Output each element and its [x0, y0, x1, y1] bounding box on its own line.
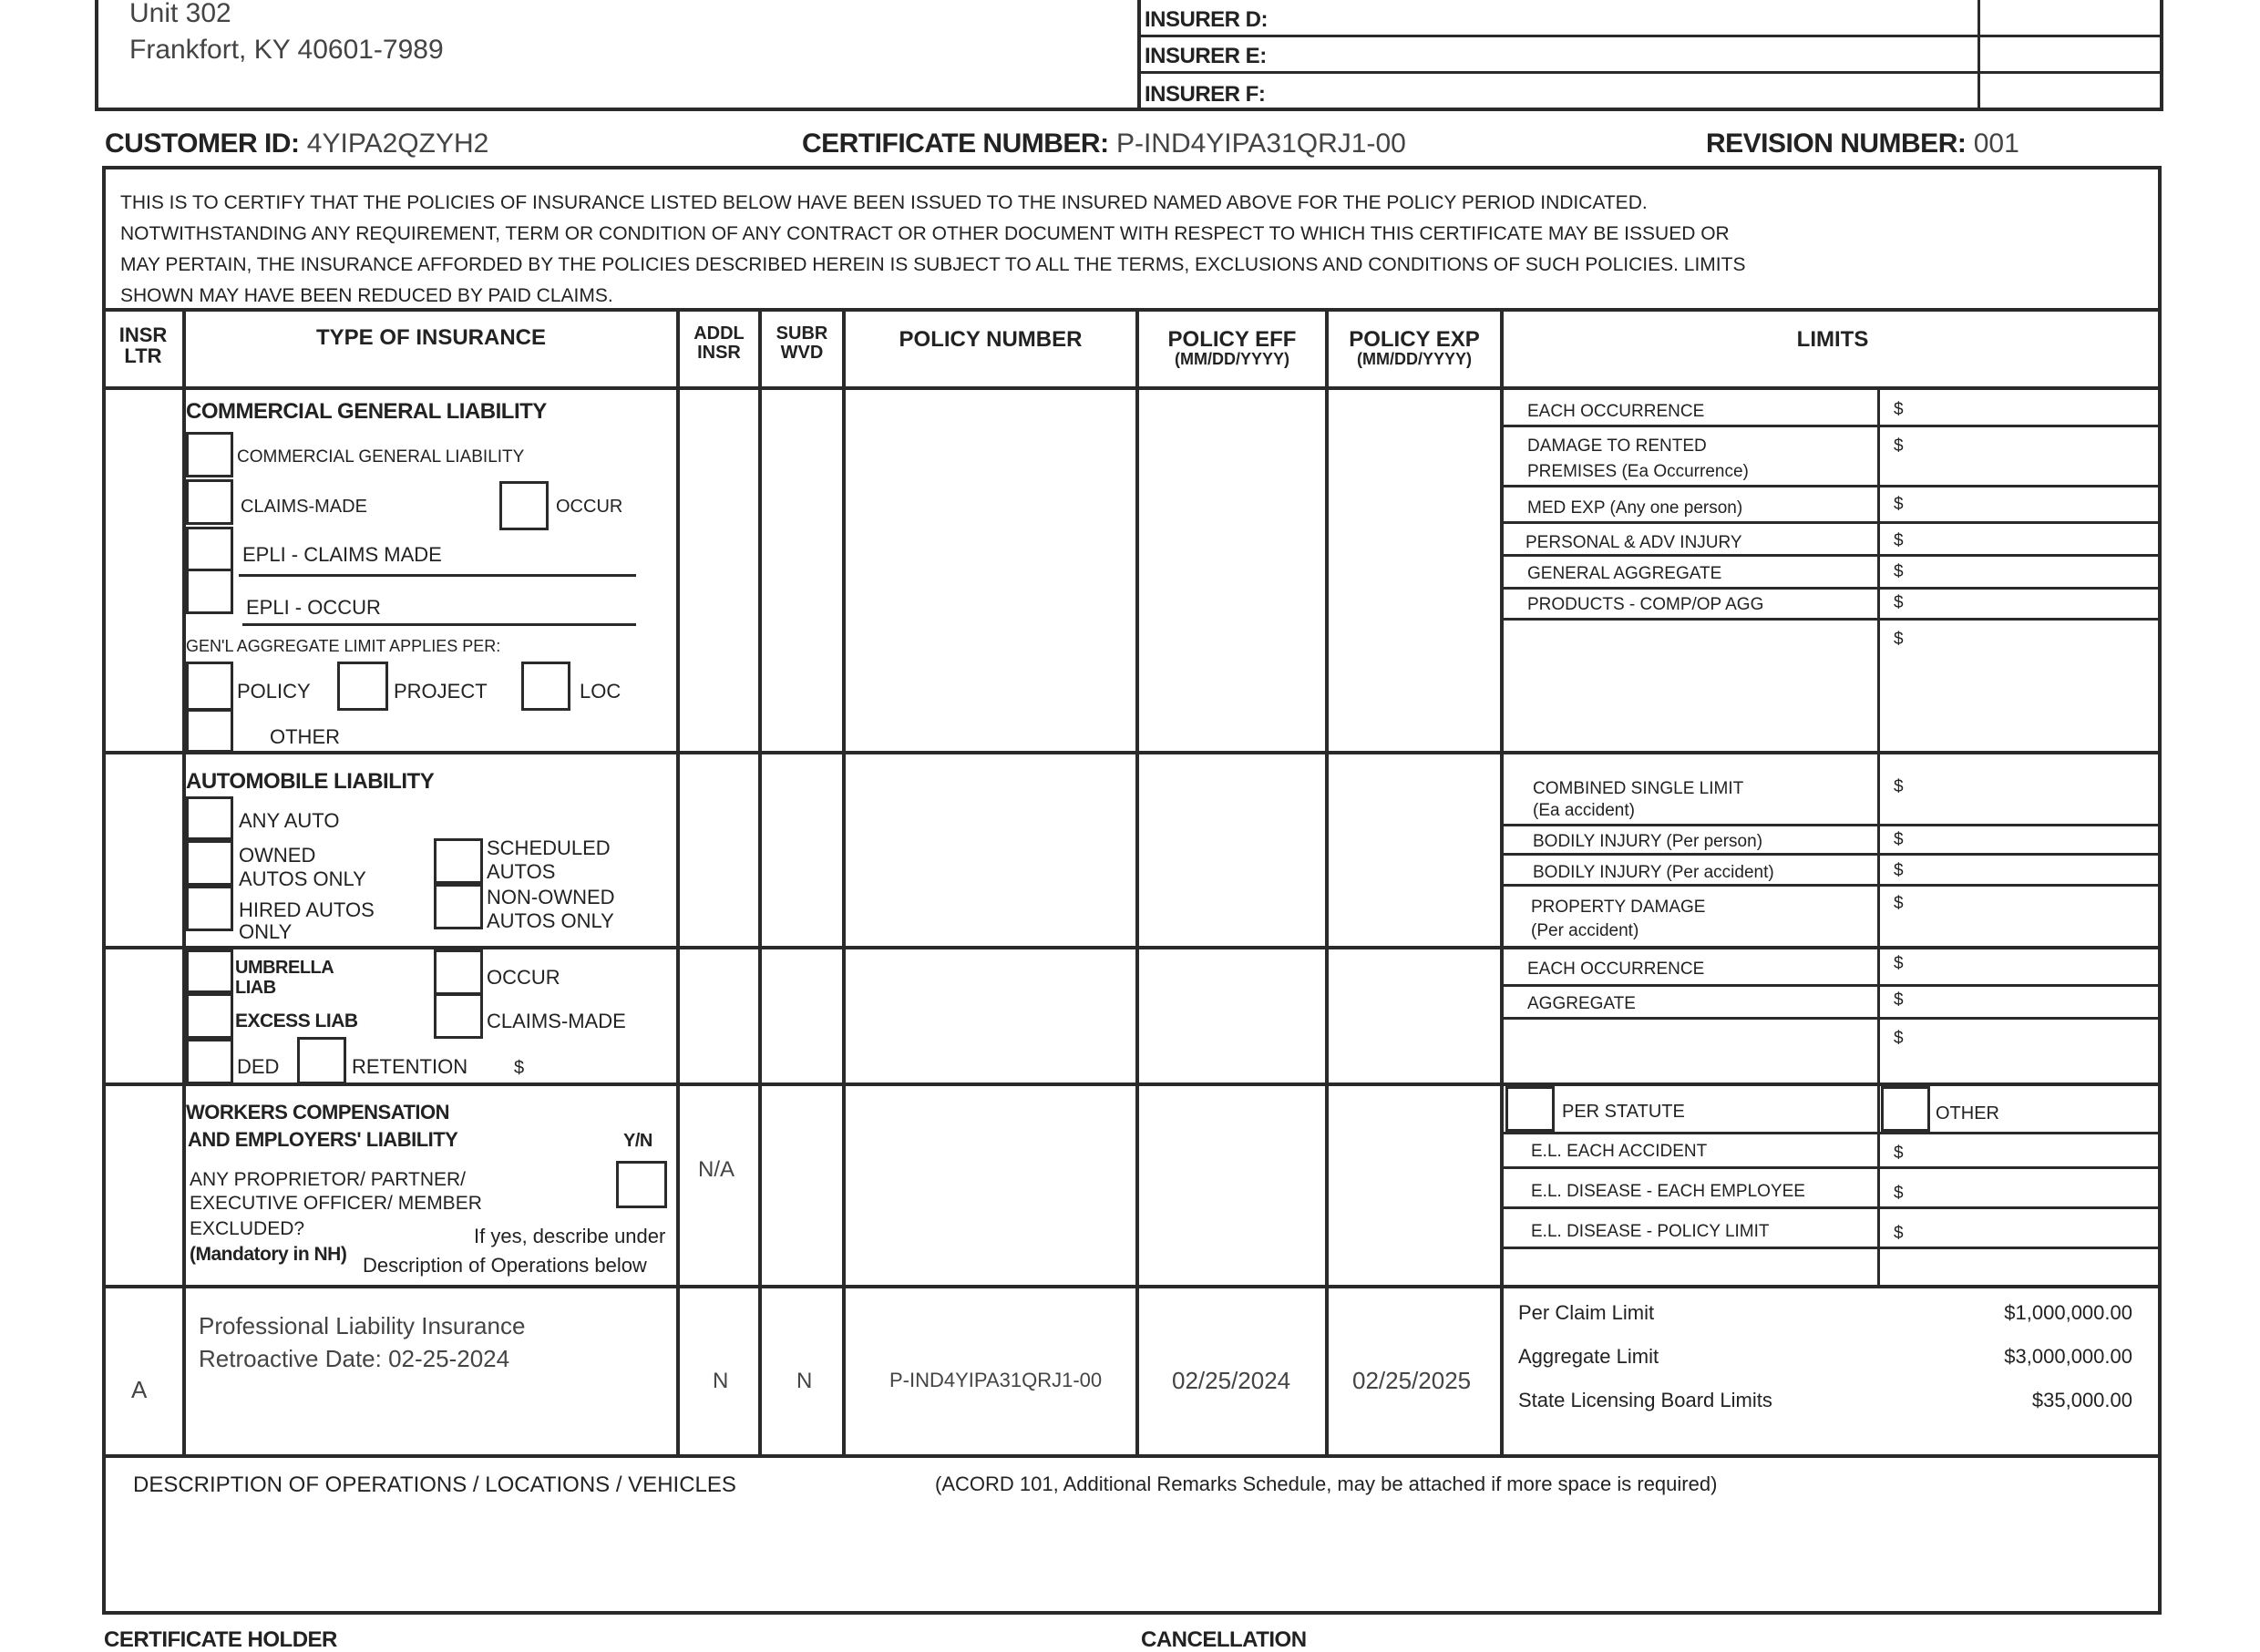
header-exp-line1: POLICY EXP [1349, 327, 1480, 352]
workers-other-label: OTHER [1936, 1103, 1999, 1124]
auto-limit-label: BODILY INJURY (Per accident) [1533, 863, 1774, 882]
professional-limit-label: State Licensing Board Limits [1518, 1389, 1772, 1411]
limit-rule [1504, 485, 2162, 487]
other-label: OTHER [270, 725, 340, 748]
hired-autos-label: HIRED AUTOS [239, 898, 375, 921]
hired-autos-checkbox[interactable] [186, 886, 233, 931]
header-policy-exp [1329, 328, 1500, 368]
workers-if-yes-line2: Description of Operations below [363, 1254, 647, 1277]
insurer-f-label: INSURER F: [1145, 82, 1266, 107]
limit-rule [1504, 1206, 2162, 1209]
col-rule [758, 308, 762, 1456]
header-eff-line1: POLICY EFF [1167, 327, 1297, 352]
owned-autos-checkbox[interactable] [186, 840, 233, 886]
rule-professional-bottom [102, 1454, 2162, 1458]
professional-policy-exp: 02/25/2025 [1352, 1367, 1472, 1394]
workers-limit-label: E.L. EACH ACCIDENT [1531, 1142, 1708, 1161]
description-area[interactable] [106, 1503, 2158, 1611]
limit-rule [1504, 1132, 2162, 1134]
header-subr-wvd [762, 324, 842, 363]
revision-number-label: REVISION NUMBER: [1706, 128, 1967, 159]
project-checkbox[interactable] [337, 662, 388, 711]
workers-limit-label: E.L. DISEASE - EACH EMPLOYEE [1531, 1182, 1805, 1201]
auto-limit-value: $ [1894, 861, 1904, 880]
cgl-limit-label: DAMAGE TO RENTED [1527, 436, 1707, 456]
header-subr-line2: WVD [780, 343, 824, 363]
insured-address-line1: Unit 302 [129, 0, 231, 28]
header-policy-eff [1139, 328, 1325, 368]
professional-limit-label: Aggregate Limit [1518, 1345, 1659, 1368]
cgl-title: COMMERCIAL GENERAL LIABILITY [186, 399, 547, 424]
header-addl-line2: INSR [697, 343, 741, 363]
workers-other-checkbox[interactable] [1881, 1086, 1930, 1132]
professional-limit-label: Per Claim Limit [1518, 1301, 1655, 1324]
non-owned-autos-label-line2: AUTOS ONLY [487, 909, 614, 932]
cgl-limit-label-line2: PREMISES (Ea Occurrence) [1527, 462, 1749, 481]
auto-limit-label: COMBINED SINGLE LIMIT [1533, 779, 1744, 798]
certificate-number-label: CERTIFICATE NUMBER: [802, 128, 1109, 159]
col-rule [676, 308, 680, 1456]
description-note: (ACORD 101, Additional Remarks Schedule, may be attached if more space is required) [935, 1472, 1718, 1495]
certify-line-1: THIS IS TO CERTIFY THAT THE POLICIES OF INSURANCE LISTED BELOW HAVE BEEN ISSUED TO THE INSURED NAMED ABOVE FOR THE POLICY PERIOD INDICATED. [120, 192, 1648, 213]
rule-cgl-bottom [102, 751, 2162, 754]
cgl-limit-label: EACH OCCURRENCE [1527, 402, 1705, 421]
limit-rule [1504, 1166, 2162, 1169]
auto-limit-label: PROPERTY DAMAGE [1531, 898, 1706, 917]
header-policy-number: POLICY NUMBER [899, 327, 1083, 352]
professional-subr-wvd: N [796, 1369, 813, 1393]
col-rule [1500, 308, 1504, 1456]
per-statute-checkbox[interactable] [1505, 1086, 1555, 1132]
cgl-limit-label: GENERAL AGGREGATE [1527, 564, 1722, 583]
auto-limit-value: $ [1894, 894, 1904, 913]
certificate-number [802, 130, 1406, 158]
auto-title: AUTOMOBILE LIABILITY [186, 769, 435, 794]
coverage-table [102, 166, 2162, 1615]
rule-header-bottom [102, 386, 2162, 390]
header-exp-line2: (MM/DD/YYYY) [1357, 350, 1472, 369]
umbrella-limit-label: EACH OCCURRENCE [1527, 959, 1705, 979]
ded-checkbox[interactable] [186, 1039, 233, 1084]
col-rule [1325, 308, 1329, 1456]
loc-label: LOC [580, 680, 622, 703]
umbrella-claims-made-checkbox[interactable] [434, 993, 483, 1039]
rule-header-top [102, 308, 2162, 312]
umbrella-limit-value: $ [1894, 954, 1904, 973]
cgl-limit-value: $ [1894, 531, 1904, 550]
epli-occur-underline [242, 623, 636, 626]
certify-line-3: MAY PERTAIN, THE INSURANCE AFFORDED BY THE POLICIES DESCRIBED HEREIN IS SUBJECT TO ALL THE TERMS, EXCLUSIONS AND CONDITIONS OF SUCH POLICIES. LIMITS [120, 254, 1746, 275]
policy-checkbox[interactable] [186, 662, 233, 711]
customer-id-label: CUSTOMER ID: [105, 128, 300, 159]
limit-rule [1504, 554, 2162, 557]
workers-addl-na: N/A [698, 1157, 735, 1182]
professional-type-line1: Professional Liability Insurance [199, 1312, 526, 1339]
cgl-limit-value: $ [1894, 400, 1904, 419]
workers-if-yes-line1: If yes, describe under [474, 1225, 666, 1247]
other-checkbox[interactable] [186, 709, 233, 753]
professional-addl-insr: N [713, 1369, 729, 1393]
retention-value: $ [514, 1058, 525, 1078]
revision-number-value: 001 [1973, 128, 2019, 159]
cgl-checkbox[interactable] [186, 432, 233, 477]
epli-claims-label: EPLI - CLAIMS MADE [242, 543, 442, 566]
umbrella-occur-label: OCCUR [487, 966, 560, 989]
customer-id [105, 130, 488, 158]
workers-title-line1: WORKERS COMPENSATION [186, 1101, 450, 1124]
retention-label: RETENTION [352, 1055, 468, 1078]
header-addl-insr [680, 324, 758, 363]
excess-liab-checkbox[interactable] [186, 993, 233, 1039]
any-auto-label: ANY AUTO [239, 809, 340, 832]
header-insr-ltr-line2: LTR [124, 344, 162, 368]
any-auto-checkbox[interactable] [186, 796, 233, 840]
workers-question-line2: EXECUTIVE OFFICER/ MEMBER [190, 1193, 482, 1214]
header-insr-ltr-line1: INSR [118, 323, 168, 346]
workers-limit-value: $ [1894, 1144, 1904, 1163]
certify-line-4: SHOWN MAY HAVE BEEN REDUCED BY PAID CLAIMS. [120, 285, 613, 306]
umbrella-limit-value: $ [1894, 990, 1904, 1010]
cancellation-heading: CANCELLATION [1141, 1627, 1307, 1652]
col-rule [1135, 308, 1139, 1456]
insurer-d-label: INSURER D: [1145, 7, 1269, 32]
insurer-rule [1141, 35, 2162, 37]
professional-type-line2: Retroactive Date: 02-25-2024 [199, 1345, 510, 1372]
cgl-limit-value: $ [1894, 436, 1904, 456]
workers-limit-value: $ [1894, 1184, 1904, 1203]
revision-number [1706, 130, 2019, 158]
limit-rule [1504, 618, 2162, 621]
workers-limit-label: E.L. DISEASE - POLICY LIMIT [1531, 1222, 1770, 1241]
certificate-number-value: P-IND4YIPA31QRJ1-00 [1115, 128, 1406, 159]
customer-id-value: 4YIPA2QZYH2 [306, 128, 489, 159]
auto-limit-label-line2: (Ea accident) [1533, 801, 1635, 820]
limit-rule [1504, 587, 2162, 590]
limit-rule [1504, 1017, 2162, 1020]
umbrella-liab-label-line2: LIAB [235, 978, 276, 998]
umbrella-limit-value: $ [1894, 1029, 1904, 1048]
policy-label: POLICY [237, 680, 311, 703]
limit-rule [1504, 521, 2162, 524]
rule-auto-bottom [102, 946, 2162, 949]
workers-title-line2: AND EMPLOYERS' LIABILITY [188, 1128, 458, 1151]
scheduled-autos-checkbox[interactable] [434, 838, 483, 884]
loc-checkbox[interactable] [521, 662, 570, 711]
header-type-of-insurance: TYPE OF INSURANCE [315, 325, 547, 350]
workers-excluded-checkbox[interactable] [616, 1161, 667, 1208]
limit-rule [1504, 425, 2162, 427]
professional-limit-value: $3,000,000.00 [2004, 1345, 2132, 1368]
workers-mandatory-nh: (Mandatory in NH) [190, 1244, 347, 1265]
certificate-holder-heading: CERTIFICATE HOLDER [104, 1627, 337, 1652]
umbrella-liab-label: UMBRELLA [235, 958, 334, 978]
auto-limit-label-line2: (Per accident) [1531, 921, 1639, 940]
limit-rule [1504, 1247, 2162, 1249]
insurer-e-label: INSURER E: [1145, 44, 1267, 68]
non-owned-autos-checkbox[interactable] [434, 884, 483, 929]
professional-policy-number: P-IND4YIPA31QRJ1-00 [889, 1369, 1103, 1391]
header-limits: LIMITS [1796, 327, 1869, 352]
epli-occur-checkbox[interactable] [186, 569, 233, 614]
professional-limit-value: $35,000.00 [2031, 1389, 2132, 1411]
cgl-limit-value: $ [1894, 562, 1904, 581]
cgl-limit-value: $ [1894, 495, 1904, 514]
cgl-limit-value: $ [1894, 593, 1904, 612]
limit-rule [1504, 984, 2162, 987]
cgl-limit-label: MED EXP (Any one person) [1527, 498, 1743, 518]
insurer-rule [1141, 71, 2162, 74]
limit-rule [1504, 853, 2162, 856]
auto-limit-label: BODILY INJURY (Per person) [1533, 832, 1763, 851]
rule-umbrella-bottom [102, 1083, 2162, 1086]
claims-made-label: CLAIMS-MADE [241, 497, 367, 517]
owned-autos-label: OWNED [239, 844, 316, 867]
professional-limit-value: $1,000,000.00 [2004, 1301, 2132, 1324]
ded-label: DED [237, 1055, 280, 1078]
umbrella-limit-label: AGGREGATE [1527, 994, 1636, 1013]
epli-claims-underline [239, 574, 636, 577]
retention-checkbox[interactable] [297, 1037, 346, 1084]
professional-policy-eff: 02/25/2024 [1172, 1367, 1291, 1394]
per-statute-label: PER STATUTE [1562, 1102, 1685, 1122]
occur-checkbox[interactable] [499, 481, 549, 530]
scheduled-autos-label: SCHEDULED [487, 836, 611, 859]
auto-limit-value: $ [1894, 830, 1904, 849]
workers-limit-value: $ [1894, 1224, 1904, 1243]
epli-occur-label: EPLI - OCCUR [246, 596, 381, 619]
cgl-limit-label: PERSONAL & ADV INJURY [1526, 533, 1742, 552]
insured-address-line2: Frankfort, KY 40601-7989 [129, 35, 444, 65]
certify-line-2: NOTWITHSTANDING ANY REQUIREMENT, TERM OR CONDITION OF ANY CONTRACT OR OTHER DOCUMENT WITH RESPECT TO WHICH THIS CERTIFICATE MAY BE ISSUED OR [120, 223, 1730, 244]
header-insr-ltr [104, 324, 182, 366]
cgl-limit-label: PRODUCTS - COMP/OP AGG [1527, 595, 1764, 614]
umbrella-liab-checkbox[interactable] [186, 949, 233, 993]
description-title: DESCRIPTION OF OPERATIONS / LOCATIONS / VEHICLES [133, 1472, 736, 1497]
col-rule [842, 308, 846, 1456]
project-label: PROJECT [394, 680, 488, 703]
hired-autos-label-line2: ONLY [239, 920, 293, 943]
cgl-option-label: COMMERCIAL GENERAL LIABILITY [237, 447, 525, 467]
excess-liab-label: EXCESS LIAB [235, 1011, 358, 1031]
agg-applies-label: GEN'L AGGREGATE LIMIT APPLIES PER: [186, 637, 501, 655]
cgl-limit-value: $ [1894, 630, 1904, 649]
occur-label: OCCUR [556, 497, 623, 517]
umbrella-occur-checkbox[interactable] [434, 949, 483, 995]
rule-workers-bottom [102, 1285, 2162, 1288]
header-subr-line1: SUBR [776, 323, 828, 344]
insured-divider [1137, 0, 1141, 109]
claims-made-checkbox[interactable] [186, 479, 233, 525]
workers-question-line3: EXCLUDED? [190, 1218, 305, 1239]
owned-autos-label-line2: AUTOS ONLY [239, 867, 366, 890]
header-addl-line1: ADDL [693, 323, 745, 344]
header-eff-line2: (MM/DD/YYYY) [1175, 350, 1289, 369]
auto-limit-value: $ [1894, 777, 1904, 796]
insurer-col-divider [1978, 0, 1980, 109]
non-owned-autos-label: NON-OWNED [487, 886, 615, 908]
scheduled-autos-label-line2: AUTOS [487, 860, 556, 883]
workers-question-line1: ANY PROPRIETOR/ PARTNER/ [190, 1169, 467, 1190]
limit-rule [1504, 884, 2162, 887]
umbrella-claims-made-label: CLAIMS-MADE [487, 1010, 626, 1032]
professional-insr-ltr: A [131, 1376, 148, 1403]
limit-rule [1504, 824, 2162, 826]
epli-claims-checkbox[interactable] [186, 527, 233, 572]
workers-yn-label: Y/N [623, 1131, 652, 1151]
